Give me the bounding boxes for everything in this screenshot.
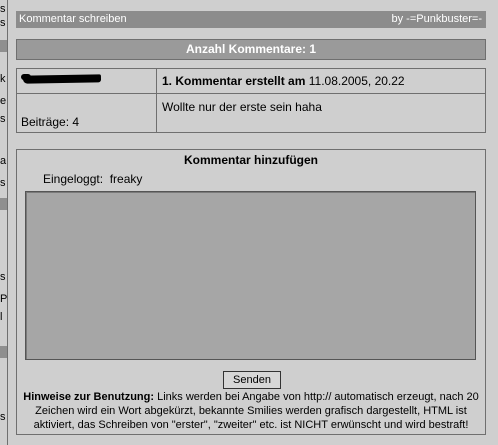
left-edge-char: s [0,113,6,125]
left-edge-char: s [0,411,6,423]
comment-meta-label: 1. Kommentar erstellt am [162,74,306,88]
usage-hint [23,390,479,432]
send-button[interactable]: Senden [223,371,281,389]
redacted-username-mark [21,74,31,80]
header-bar [16,11,486,28]
left-edge-char: s [0,177,6,189]
comment-count-bar: Anzahl Kommentare: 1 [16,39,486,60]
redacted-username [23,74,101,83]
usage-hint-text: Links werden bei Angabe von http:// automatisch erzeugt, nach 20 Zeichen wird ein Wort abgekürzt, bekannte Smilies werden grafisch dargestellt, HTML ist aktiviert, das Schreiben von "erster", "zweiter" etc. ist NICHT erwünscht und wird bestraft! [33,391,479,431]
usage-hint-label: Hinweise zur Benutzung: [23,391,155,403]
left-edge-char: s [0,3,6,15]
left-panel-bar [0,40,7,52]
add-comment-panel [16,149,486,435]
comment-meta [162,74,405,88]
left-edge-char: l [0,311,3,323]
logged-in-user: Eingeloggt: freaky [43,172,143,186]
comment-text: Wollte nur der erste sein haha [162,100,322,114]
left-panel-edge [0,0,8,445]
row-divider [17,93,485,94]
left-edge-char: P [0,293,8,305]
left-panel-bar [0,198,7,210]
left-edge-char: s [0,271,6,283]
comment-date: 11.08.2005, 20.22 [308,74,405,88]
author-post-count: Beiträge: 4 [21,115,80,129]
left-edge-char: s [0,17,6,29]
comment-textarea[interactable] [25,191,476,360]
left-edge-char: k [0,73,6,85]
left-panel-bar [0,346,7,358]
left-edge-char: a [0,155,7,167]
comment-table [16,68,486,133]
header-title: Kommentar schreiben [19,13,127,25]
column-divider [156,69,157,132]
header-author: by -=Punkbuster=- [391,13,482,25]
add-comment-title: Kommentar hinzufügen [184,153,318,167]
left-edge-char: e [0,95,7,107]
